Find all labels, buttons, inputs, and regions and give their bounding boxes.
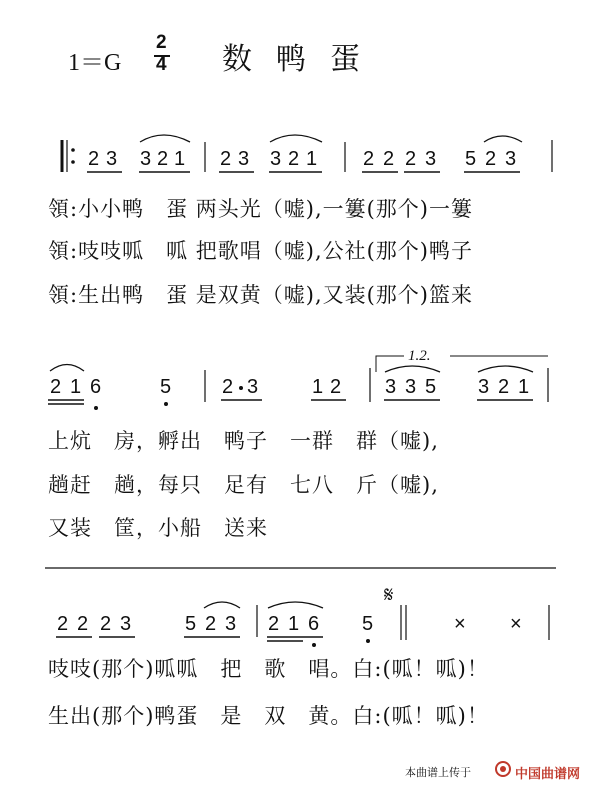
- lyric-line: 領:吱吱呱 呱 把歌唱（嘘),公社(那个)鸭子: [48, 239, 474, 263]
- site-logo-icon: [494, 760, 512, 782]
- slur: [50, 365, 84, 372]
- note: 2: [77, 613, 89, 635]
- note: 3: [140, 148, 152, 170]
- system-1-notes: [62, 135, 552, 172]
- note: 2: [330, 376, 342, 398]
- note: 1: [174, 148, 186, 170]
- note: 3: [225, 613, 237, 635]
- note: 5: [465, 148, 477, 170]
- lyric-line: 領:生出鸭 蛋 是双黄（嘘),又装(那个)篮来: [48, 283, 474, 307]
- note: 1: [70, 376, 82, 398]
- note: 1: [288, 613, 300, 635]
- note: 2: [363, 148, 375, 170]
- note: 3: [405, 376, 417, 398]
- slur: [140, 135, 190, 142]
- site-name-link[interactable]: 中国曲谱网: [515, 767, 581, 782]
- note: 3: [247, 376, 259, 398]
- note: 2: [57, 613, 69, 635]
- song-title: 数鸭蛋: [222, 42, 384, 77]
- dot: [239, 386, 243, 390]
- system-2-notes: [48, 346, 548, 410]
- note: 2: [205, 613, 217, 635]
- lower-octave-dot: [312, 643, 316, 647]
- volta-bracket: [376, 356, 548, 372]
- slur: [385, 366, 440, 372]
- note: 2: [100, 613, 112, 635]
- repeat-dot: [71, 148, 75, 152]
- repeat-dot: [71, 160, 75, 164]
- note: 3: [106, 148, 118, 170]
- note: 2: [498, 376, 510, 398]
- note: 3: [238, 148, 250, 170]
- time-signature-numerator: 2: [156, 32, 167, 53]
- note: 2: [405, 148, 417, 170]
- note: 5: [425, 376, 437, 398]
- note: 5: [362, 613, 374, 635]
- note: 2: [222, 376, 234, 398]
- note: 2: [157, 148, 169, 170]
- slur: [268, 602, 323, 608]
- note: 2: [50, 376, 62, 398]
- note: 1: [306, 148, 318, 170]
- note: 3: [120, 613, 132, 635]
- note: 3: [425, 148, 437, 170]
- segno-sign: 𝄋: [384, 583, 394, 608]
- time-signature-denominator: 4: [156, 54, 167, 75]
- note: 2: [88, 148, 100, 170]
- lyric-line: 上炕 房，孵出 鸭子 一群 群（嘘),: [48, 429, 439, 453]
- lyric-line: 生出(那个)鸭蛋 是 双 黄。白:(呱！呱)！: [48, 704, 489, 728]
- upload-note: 本曲谱上传于: [405, 766, 471, 779]
- clap-mark: ×: [454, 613, 466, 635]
- note: 2: [383, 148, 395, 170]
- slur: [484, 136, 522, 142]
- note: 2: [288, 148, 300, 170]
- note: 6: [90, 376, 102, 398]
- note: 3: [385, 376, 397, 398]
- clap-mark: ×: [510, 613, 522, 635]
- key-signature: 1＝G: [68, 50, 122, 76]
- slur: [204, 602, 240, 608]
- lyric-line: 趟赶 趟，每只 足有 七八 斤（嘘),: [48, 473, 439, 497]
- lower-octave-dot: [164, 402, 168, 406]
- note: 2: [485, 148, 497, 170]
- note: 3: [478, 376, 490, 398]
- note: 5: [185, 613, 197, 635]
- system-3-notes: [56, 583, 549, 647]
- slur: [478, 366, 533, 372]
- note: 3: [505, 148, 517, 170]
- note: 5: [160, 376, 172, 398]
- lyric-line: 又装 筐，小船 送来: [48, 516, 268, 540]
- note: 2: [220, 148, 232, 170]
- note: 1: [312, 376, 324, 398]
- note: 1: [518, 376, 530, 398]
- note: 6: [308, 613, 320, 635]
- note: 2: [268, 613, 280, 635]
- slur: [270, 135, 322, 142]
- note: 3: [270, 148, 282, 170]
- lyric-line: 領:小小鸭 蛋 两头光（嘘),一簍(那个)一簍: [48, 197, 474, 221]
- lyric-line: 吱吱(那个)呱呱 把 歌 唱。白:(呱！呱)！: [48, 657, 489, 681]
- lower-octave-dot: [366, 639, 370, 643]
- volta-label: 1.2.: [408, 348, 431, 364]
- lower-octave-dot: [94, 406, 98, 410]
